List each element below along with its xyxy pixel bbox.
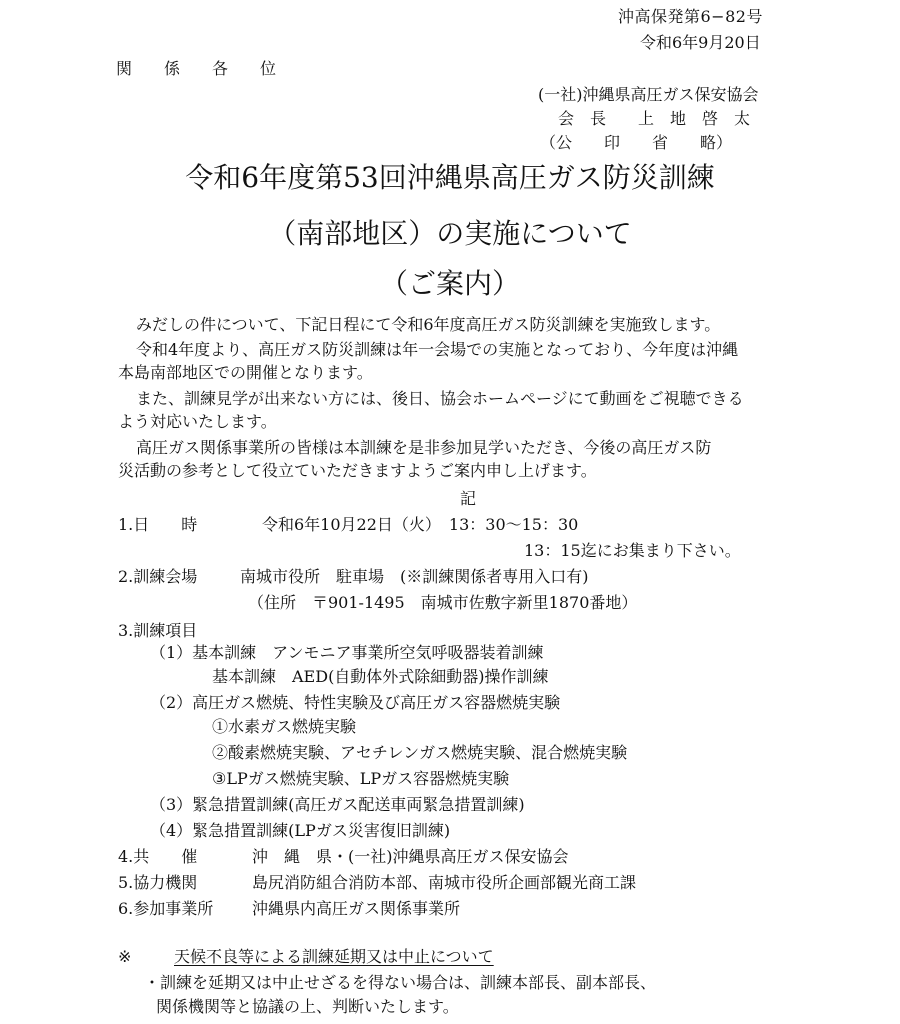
item-1-datetime: 令和6年10月22日（火） 13：30〜15：30 xyxy=(262,515,579,534)
item-2-venue: 南城市役所 駐車場 (※訓練関係者専用入口有) xyxy=(240,567,589,586)
notice-line-1: ・訓練を延期又は中止せざるを得ない場合は、訓練本部長、副本部長、 xyxy=(144,973,657,992)
ki-heading: 記 xyxy=(460,489,477,508)
item-3-label: 3.訓練項目 xyxy=(118,621,198,640)
item-6-label: 6.参加事業所 xyxy=(118,899,214,918)
notice-heading: 天候不良等による訓練延期又は中止について xyxy=(174,947,494,966)
notice-line-2: 関係機関等と協議の上、判断いたします。 xyxy=(156,997,459,1016)
body-paragraph-4-line2: 災活動の参考として役立ていただきますようご案内申し上げます。 xyxy=(118,461,597,480)
item-4-label: 4.共 催 xyxy=(118,847,198,866)
item-5-cooperators: 島尻消防組合消防本部、南城市役所企画部観光商工課 xyxy=(252,873,637,892)
document-date: 令和6年9月20日 xyxy=(640,33,761,52)
body-paragraph-3-line1: また、訓練見学が出来ない方には、後日、協会ホームページにて動画をご視聴できる xyxy=(136,389,744,408)
body-paragraph-2-line1: 令和4年度より、高圧ガス防災訓練は年一会場での実施となっており、今年度は沖縄 xyxy=(136,340,739,359)
item-3-sub-1: （1）基本訓練 アンモニア事業所空気呼吸器装着訓練 xyxy=(150,643,544,662)
seal-note: （公 印 省 略） xyxy=(540,133,733,152)
item-4-cohosts: 沖 縄 県・(一社)沖縄県高圧ガス保安協会 xyxy=(252,847,569,866)
document-title-line3: （ご案内） xyxy=(379,267,520,300)
item-3-sub-2a: ①水素ガス燃焼実験 xyxy=(212,717,357,736)
item-6-participants: 沖縄県内高圧ガス関係事業所 xyxy=(252,899,461,918)
item-1-label: 1.日 時 xyxy=(118,515,198,534)
item-1-gather-note: 13：15迄にお集まり下さい。 xyxy=(524,541,741,560)
item-3-sub-2: （2）高圧ガス燃焼、特性実験及び高圧ガス容器燃焼実験 xyxy=(150,693,561,712)
item-2-label: 2.訓練会場 xyxy=(118,567,198,586)
document-number: 沖高保発第6−82号 xyxy=(618,7,763,26)
item-3-sub-4: （4）緊急措置訓練(LPガス災害復旧訓練) xyxy=(150,821,451,840)
item-3-sub-1b: 基本訓練 AED(自動体外式除細動器)操作訓練 xyxy=(212,667,549,686)
item-3-sub-3: （3）緊急措置訓練(高圧ガス配送車両緊急措置訓練) xyxy=(150,795,525,814)
body-paragraph-2-line2: 本島南部地区での開催となります。 xyxy=(118,363,373,382)
item-3-sub-2b: ②酸素燃焼実験、アセチレンガス燃焼実験、混合燃焼実験 xyxy=(212,743,628,762)
addressee: 関 係 各 位 xyxy=(116,59,285,78)
body-paragraph-1: みだしの件について、下記日程にて令和6年度高圧ガス防災訓練を実施致します。 xyxy=(136,315,721,334)
body-paragraph-4-line1: 高圧ガス関係事業所の皆様は本訓練を是非参加見学いただき、今後の高圧ガス防 xyxy=(136,438,712,457)
item-2-address: （住所 〒901-1495 南城市佐敷字新里1870番地） xyxy=(248,593,638,612)
sender-title: 会 長 上 地 啓 太 xyxy=(558,109,751,128)
item-5-label: 5.協力機関 xyxy=(118,873,198,892)
document-title-line2: （南部地区）の実施について xyxy=(268,217,632,250)
item-3-sub-2c: ③LPガス燃焼実験、LPガス容器燃焼実験 xyxy=(212,769,510,788)
document-title-line1: 令和6年度第53回沖縄県高圧ガス防災訓練 xyxy=(185,161,715,194)
sender-organization: (一社)沖縄県高圧ガス保安協会 xyxy=(538,85,759,104)
body-paragraph-3-line2: よう対応いたします。 xyxy=(118,412,277,431)
notice-mark: ※ xyxy=(118,947,132,966)
